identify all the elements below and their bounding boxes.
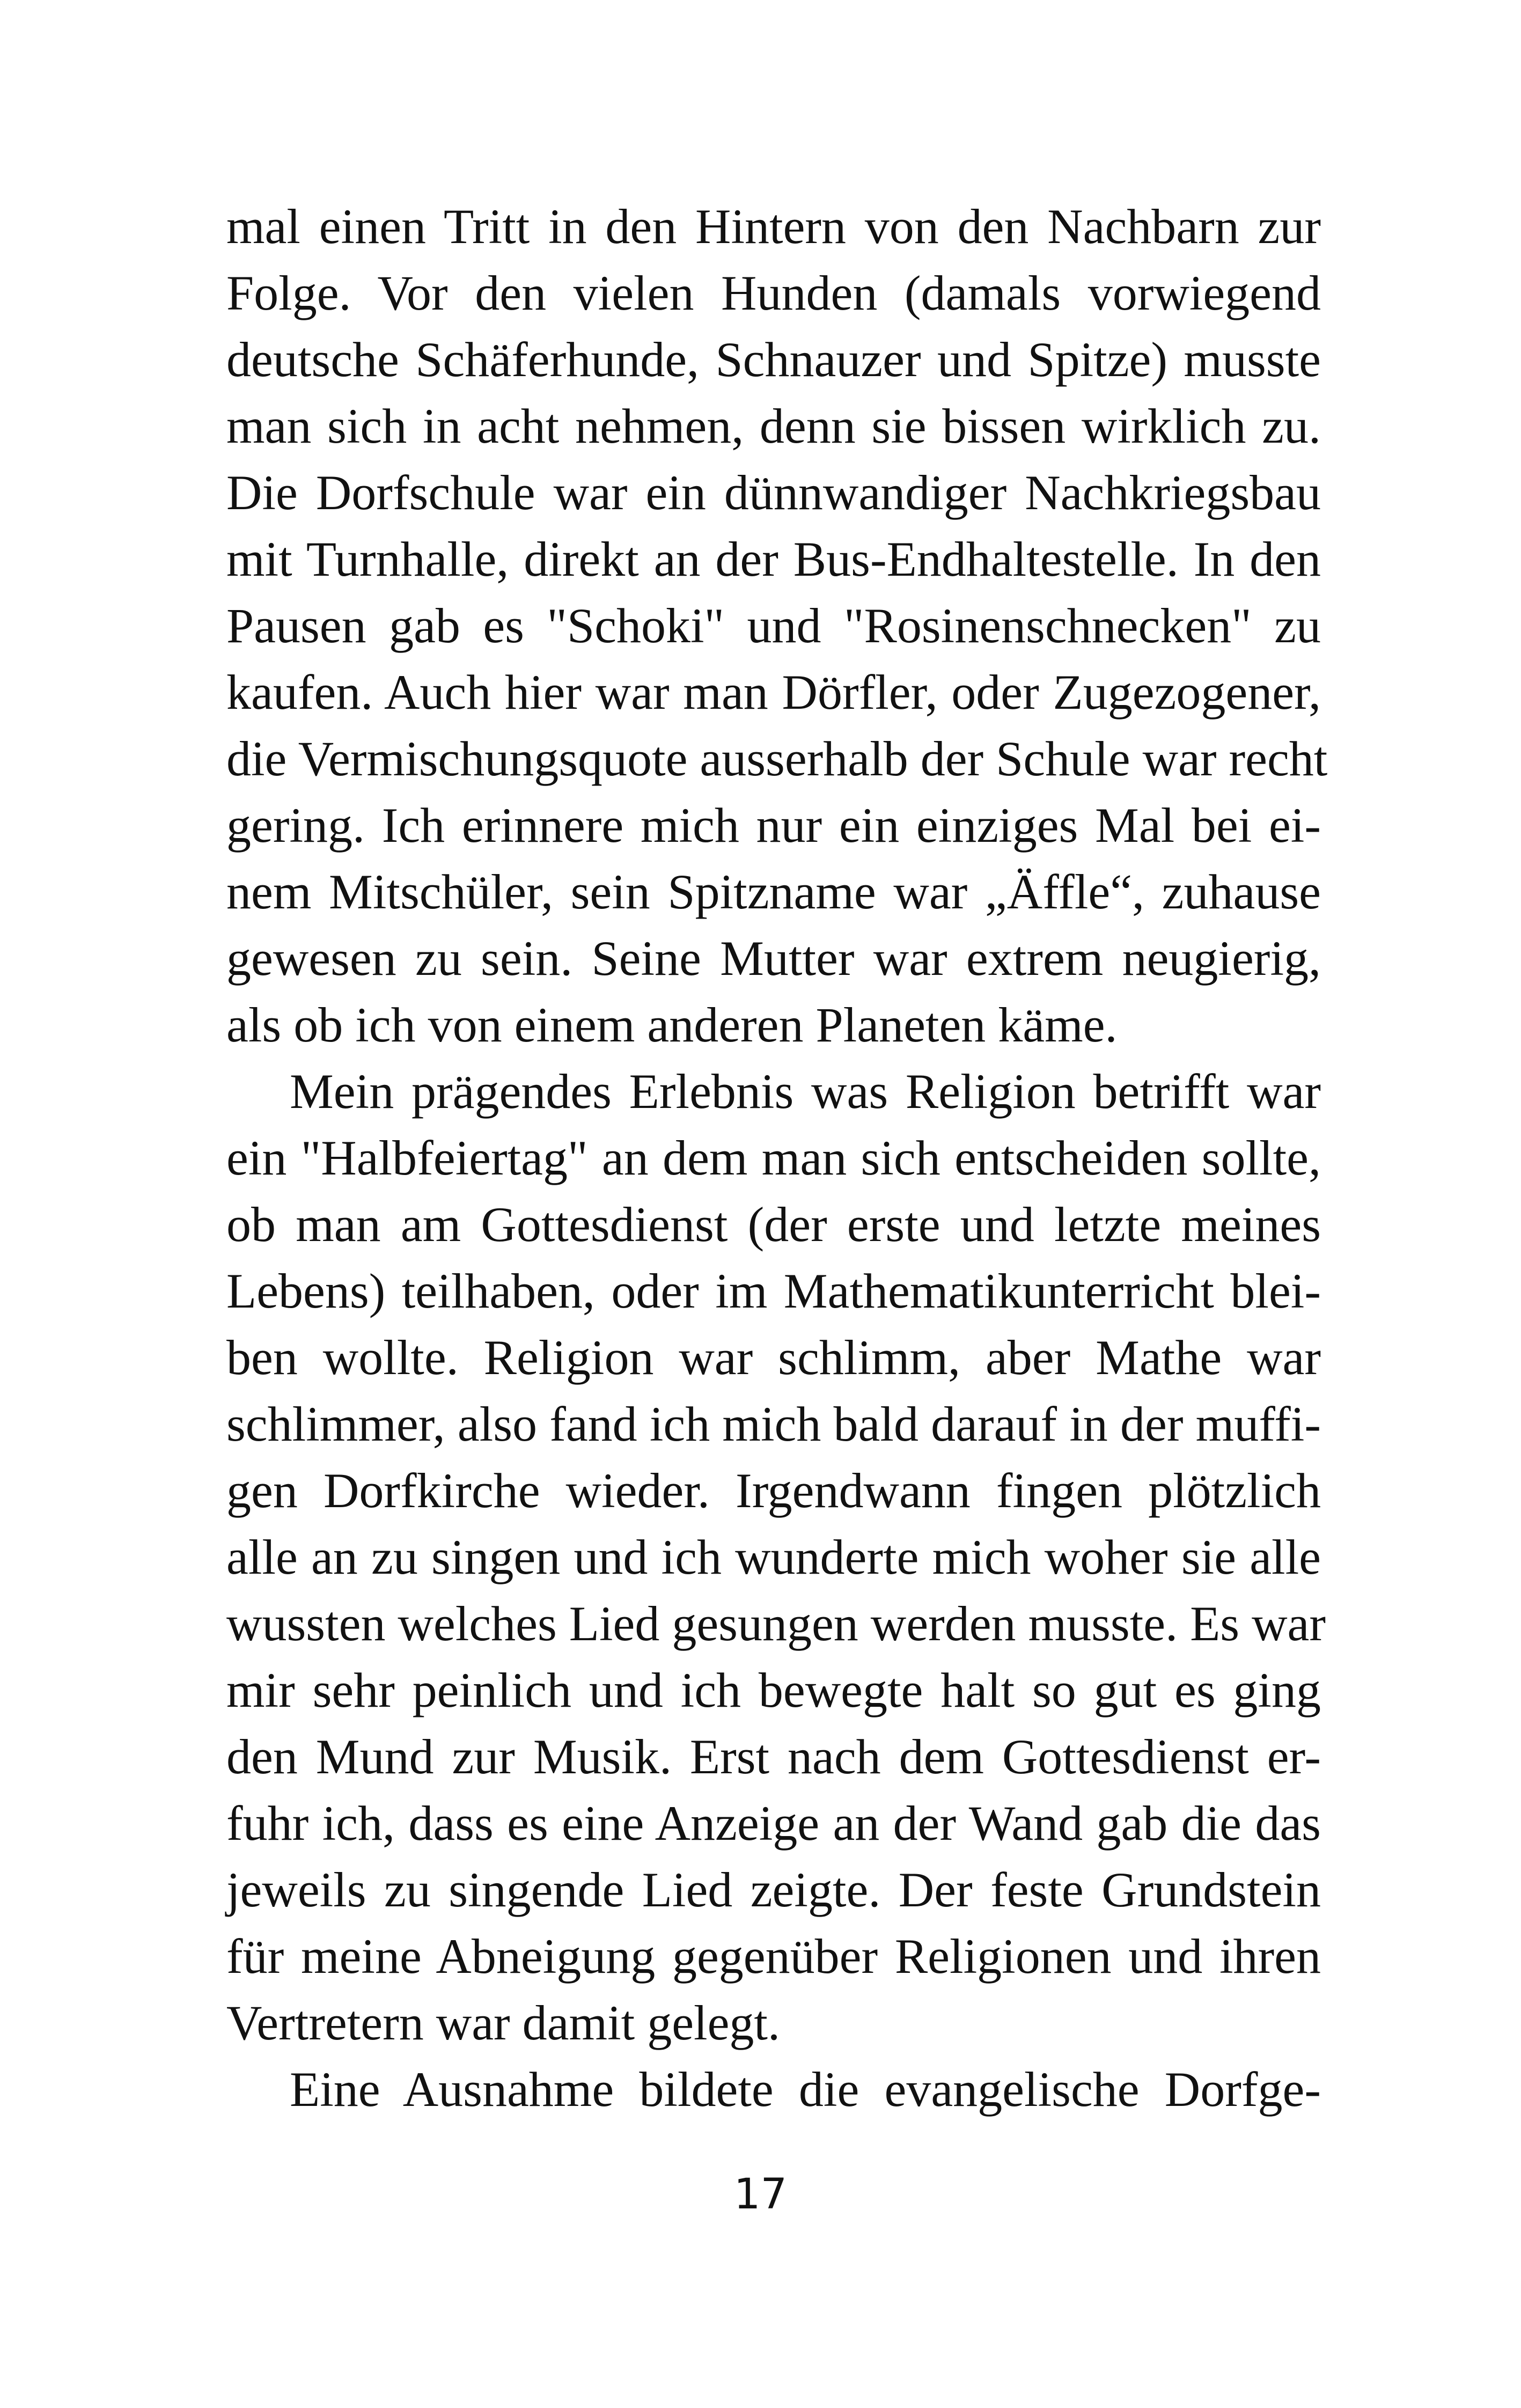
text-line: nem Mitschüler, sein Spitzname war „Äffle“, zuhause (226, 864, 1321, 919)
paragraph-start-line: Mein prägendes Erlebnis was Religion betrifft war (290, 1064, 1321, 1119)
text-line: als ob ich von einem anderen Planeten käme. (226, 997, 1118, 1052)
text-line: mit Turnhalle, direkt an der Bus-Endhaltestelle. In den (226, 532, 1321, 586)
text-line: gen Dorfkirche wieder. Irgendwann fingen plötzlich (226, 1463, 1321, 1518)
text-line: kaufen. Auch hier war man Dörfler, oder Zugezogener, (226, 665, 1321, 720)
body-text (226, 193, 1328, 2123)
text-line: deutsche Schäferhunde, Schnauzer und Spitze) musste (226, 332, 1321, 387)
text-line: die Vermischungsquote ausserhalb der Schule war recht (226, 731, 1328, 786)
text-line: Vertretern war damit gelegt. (226, 1995, 780, 2050)
text-line: schlimmer, also fand ich mich bald darauf in der muffi- (226, 1397, 1321, 1451)
text-line: Lebens) teilhaben, oder im Mathematikunterricht blei- (226, 1264, 1321, 1318)
text-line: Pausen gab es "Schoki" und "Rosinenschnecken" zu (226, 598, 1321, 653)
text-line: mal einen Tritt in den Hintern von den Nachbarn zur (226, 199, 1321, 254)
text-line: für meine Abneigung gegenüber Religionen und ihren (226, 1929, 1321, 1984)
text-line: Die Dorfschule war ein dünnwandiger Nachkriegsbau (226, 465, 1321, 520)
text-line: fuhr ich, dass es eine Anzeige an der Wand gab die das (226, 1796, 1321, 1851)
text-line: Folge. Vor den vielen Hunden (damals vorwiegend (226, 266, 1321, 320)
text-line: ein "Halbfeiertag" an dem man sich entscheiden sollte, (226, 1130, 1321, 1185)
page-number: 17 (733, 2170, 788, 2219)
text-line: ob man am Gottesdienst (der erste und letzte meines (226, 1197, 1321, 1252)
text-line: jeweils zu singende Lied zeigte. Der feste Grundstein (226, 1862, 1321, 1917)
text-line: man sich in acht nehmen, denn sie bissen wirklich zu. (226, 399, 1321, 453)
text-line: ben wollte. Religion war schlimm, aber Mathe war (226, 1330, 1321, 1385)
text-line: gering. Ich erinnere mich nur ein einziges Mal bei ei- (226, 798, 1321, 853)
text-line: alle an zu singen und ich wunderte mich woher sie alle (226, 1530, 1321, 1584)
text-line: mir sehr peinlich und ich bewegte halt so gut es ging (226, 1663, 1321, 1717)
text-line: den Mund zur Musik. Erst nach dem Gottesdienst er- (226, 1729, 1321, 1784)
text-line: gewesen zu sein. Seine Mutter war extrem neugierig, (226, 931, 1321, 986)
paragraph-start-line: Eine Ausnahme bildete die evangelische Dorfge- (290, 2062, 1321, 2117)
text-line: wussten welches Lied gesungen werden musste. Es war (226, 1596, 1326, 1651)
